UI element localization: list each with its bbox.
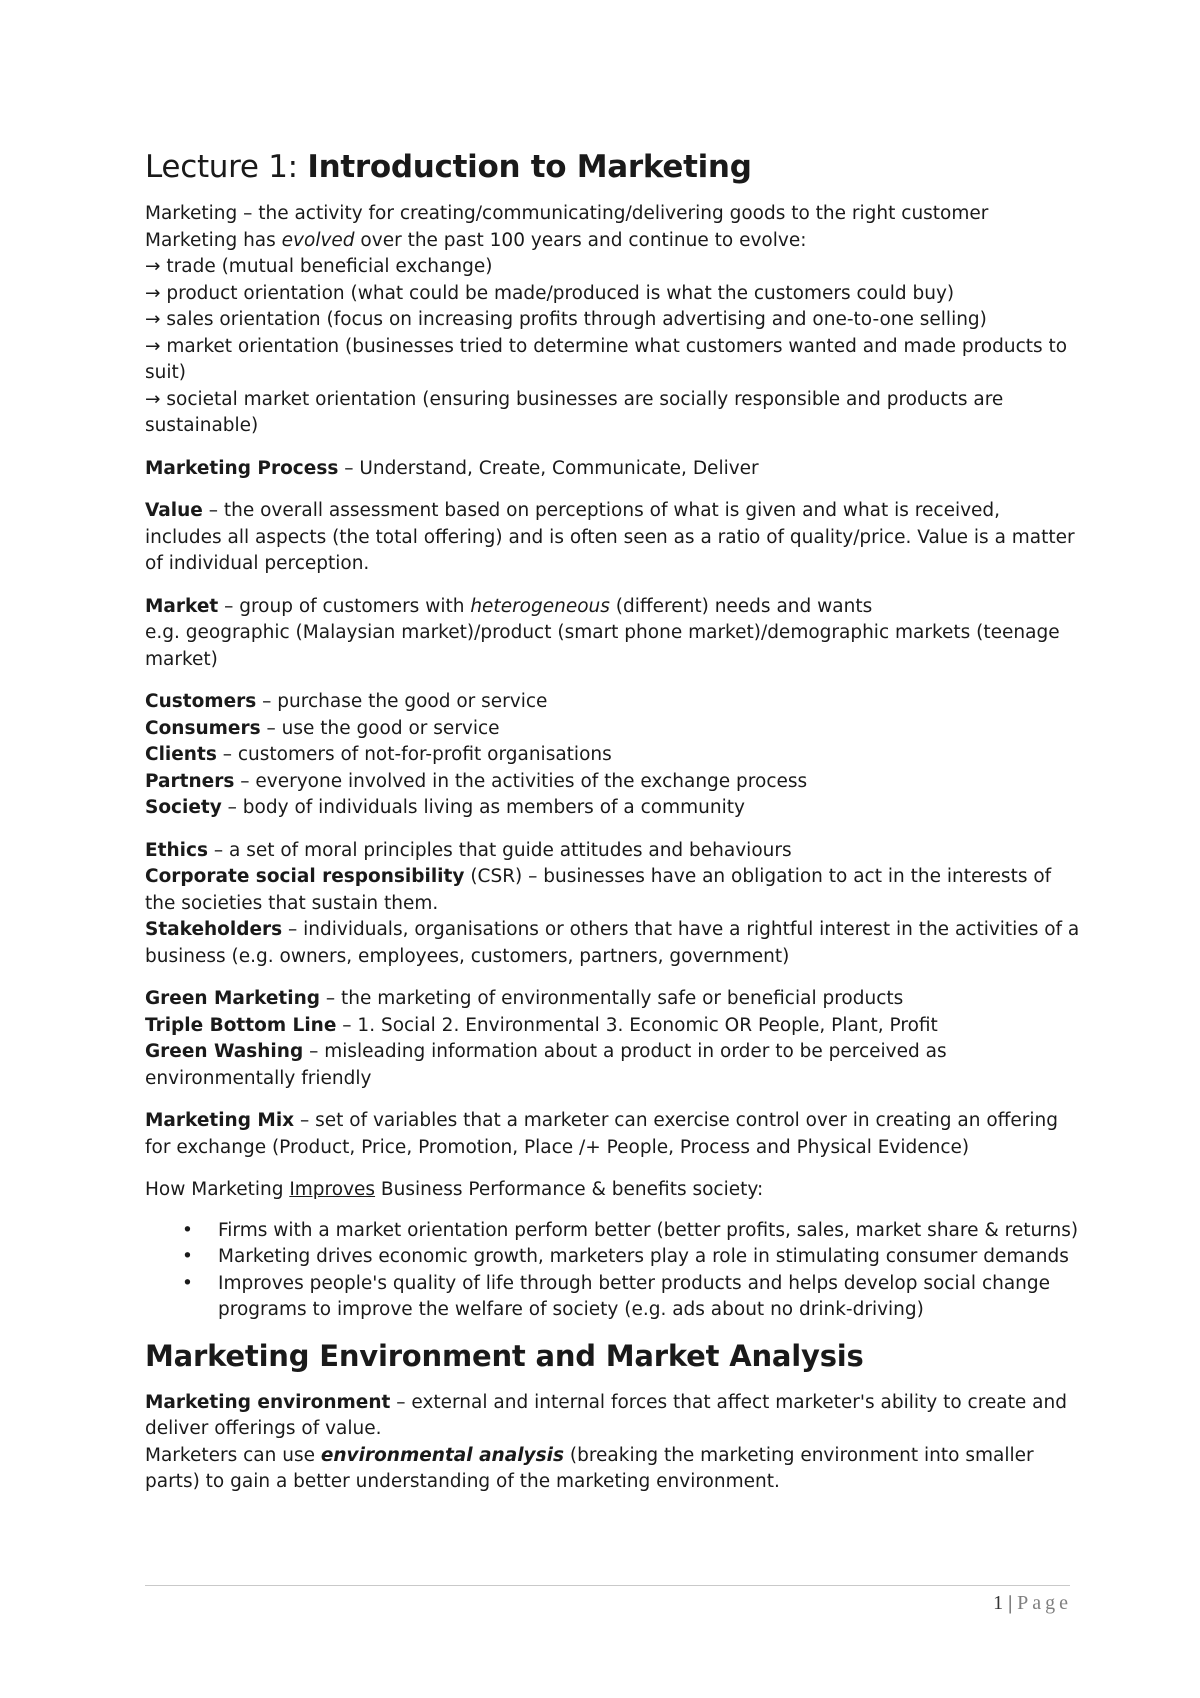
definition-item: Triple Bottom Line – 1. Social 2. Environmental 3. Economic OR People, Plant, Profit	[145, 1014, 938, 1036]
intro-block	[145, 201, 1080, 440]
page-label: Page	[1017, 1592, 1072, 1614]
ethics-block	[145, 838, 1080, 971]
section-heading: Marketing Environment and Market Analysis	[145, 1338, 864, 1373]
definition-item: Consumers – use the good or service	[145, 717, 500, 739]
definition-item: Ethics – a set of moral principles that guide attitudes and behaviours	[145, 839, 792, 861]
market-example: e.g. geographic (Malaysian market)/product (smart phone market)/demographic markets (teenage market)	[145, 622, 1060, 670]
intro-line: Marketing – the activity for creating/communicating/delivering goods to the right customer	[145, 203, 989, 224]
intro-line: Marketing has evolved over the past 100 years and continue to evolve:	[145, 229, 807, 251]
page-number: 1	[993, 1592, 1004, 1614]
definition-market: Market – group of customers with heterogeneous (different) needs and wants	[145, 595, 873, 617]
document-body	[145, 201, 1080, 1496]
definition-item: Society – body of individuals living as members of a community	[145, 797, 745, 818]
definition-item: Customers – purchase the good or service	[145, 691, 548, 712]
improves-intro: How Marketing Improves Business Performance & benefits society:	[145, 1179, 764, 1200]
page-title	[145, 147, 752, 187]
list-item: • Marketing drives economic growth, marketers play a role in stimulating consumer demands	[145, 1244, 1080, 1271]
intro-line: → product orientation (what could be made/produced is what the customers could buy)	[145, 282, 955, 304]
definition-marketing-environment: Marketing environment – external and internal forces that affect marketer's ability to create and deliver offerings of value.	[145, 1391, 1067, 1439]
footer-divider	[145, 1585, 1070, 1586]
green-block	[145, 986, 1080, 1092]
intro-line: → trade (mutual beneficial exchange)	[145, 256, 493, 277]
definition-item: Stakeholders – individuals, organisations or others that have a rightful interest in the activities of a business (e.g. owners, employees, customers, partners, government)	[145, 919, 1080, 967]
definition-item: Partners – everyone involved in the activities of the exchange process	[145, 770, 808, 792]
page-footer: 1 | Page	[993, 1592, 1072, 1614]
bullet-icon: •	[182, 1246, 193, 1267]
title-prefix: Lecture 1:	[145, 149, 308, 185]
definition-value: Value – the overall assessment based on perceptions of what is given and what is received, includes all aspects (the total offering) and is often seen as a ratio of quality/price. Value is a matter of individual perception.	[145, 500, 1075, 574]
environmental-analysis-text: Marketers can use environmental analysis (breaking the marketing environment into smaller parts) to gain a better understanding of the marketing environment.	[145, 1444, 1034, 1492]
definition-item: Clients – customers of not-for-profit organisations	[145, 744, 612, 765]
title-main: Introduction to Marketing	[307, 149, 752, 185]
intro-line: → market orientation (businesses tried to determine what customers wanted and made products to suit)	[145, 335, 1068, 383]
definition-item: Green Marketing – the marketing of environmentally safe or beneficial products	[145, 988, 904, 1009]
list-item: • Improves people's quality of life through better products and helps develop social change programs to improve the welfare of society (e.g. ads about no drink-driving)	[182, 1272, 1051, 1320]
bullet-icon: •	[182, 1219, 193, 1241]
list-item: • Firms with a market orientation perform better (better profits, sales, market share & returns)	[145, 1218, 1080, 1245]
intro-line: → societal market orientation (ensuring businesses are socially responsible and products are sustainable)	[145, 388, 1004, 436]
definition-item: Corporate social responsibility (CSR) – businesses have an obligation to act in the interests of the societies that sustain them.	[145, 866, 1052, 914]
improves-list	[145, 1218, 1080, 1324]
parties-block	[145, 689, 1080, 822]
intro-line: → sales orientation (focus on increasing profits through advertising and one-to-one selling)	[145, 309, 987, 330]
bullet-icon: •	[182, 1272, 193, 1294]
definition-marketing-process: Marketing Process – Understand, Create, Communicate, Deliver	[145, 457, 759, 479]
definition-marketing-mix: Marketing Mix – set of variables that a marketer can exercise control over in creating an offering for exchange (Product, Price, Promotion, Place /+ People, Process and Physical Evidence)	[145, 1110, 1058, 1158]
definition-item: Green Washing – misleading information about a product in order to be perceived as environmentally friendly	[145, 1041, 947, 1089]
